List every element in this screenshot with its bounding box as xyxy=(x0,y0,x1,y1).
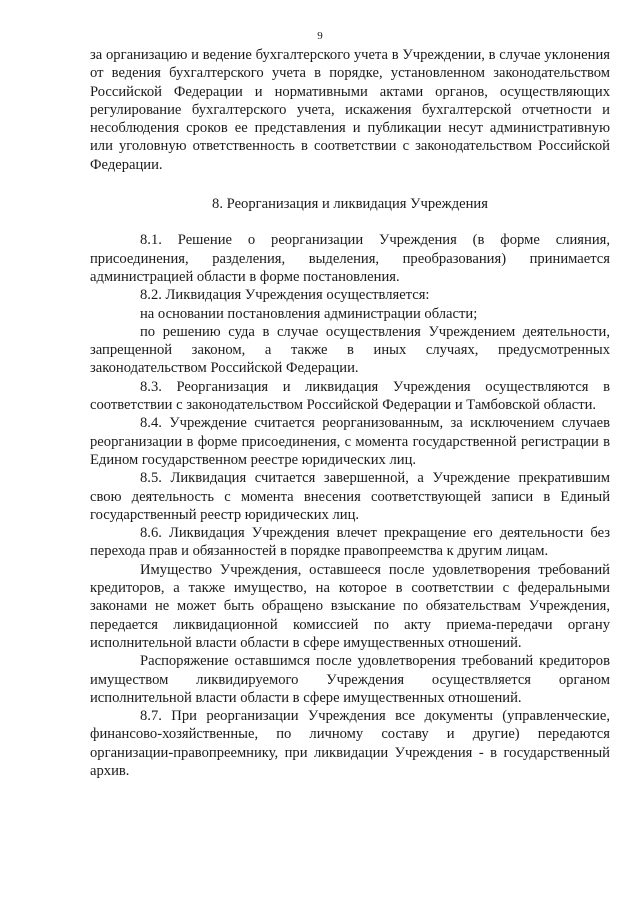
paragraph-8-6-property: Имущество Учреждения, оставшееся после удовлетворения требований кредиторов, а также имущество, на которое в соответствии с федеральными законами не может быть обращено взыскание по обязательствам Учреждения, передается ликвидационной комиссией по акту приема-передачи органу исполнительной власти области в сфере имущественных отношений. xyxy=(90,561,610,651)
paragraph-8-2-item-2: по решению суда в случае осуществления Учреждением деятельности, запрещенной законом, а также в иных случаях, предусмотренных законодательством Российской Федерации. xyxy=(90,323,610,377)
section-heading: 8. Реорганизация и ликвидация Учреждения xyxy=(212,196,488,213)
paragraph-8-1: 8.1. Решение о реорганизации Учреждения (в форме слияния, присоединения, разделения, выделения, преобразования) принимается администрацией области в форме постановления. xyxy=(90,232,610,285)
document-body xyxy=(90,46,610,780)
paragraph-8-5: 8.5. Ликвидация считается завершенной, а Учреждение прекратившим свою деятельность с момента внесения соответствующей записи в Единый государственный реестр юридических лиц. xyxy=(90,470,610,523)
paragraph-8-3: 8.3. Реорганизация и ликвидация Учреждения осуществляются в соответствии с законодательством Российской Федерации и Тамбовской области. xyxy=(90,378,610,414)
paragraph-8-4: 8.4. Учреждение считается реорганизованным, за исключением случаев реорганизации в форме присоединения, с момента государственной регистрации в Едином государственном реестре юридических лиц. xyxy=(90,415,610,468)
page-number: 9 xyxy=(317,30,323,42)
paragraph-8-7: 8.7. При реорганизации Учреждения все документы (управленческие, финансово-хозяйственные, по личному составу и другие) передаются организации-правопреемнику, при ликвидации Учреждения - в государственный архив. xyxy=(90,708,610,779)
intro-paragraph: за организацию и ведение бухгалтерского учета в Учреждении, в случае уклонения от ведения бухгалтерского учета в порядке, установленном законодательством Российской Федерации и нормативными актами органов, осуществляющих регулирование бухгалтерского учета, искажения бухгалтерской отчетности и несоблюдения сроков ее представления и публикации несут административную или уголовную ответственность в соответствии с законодательством Российской Федерации. xyxy=(90,47,610,173)
paragraph-8-6: 8.6. Ликвидация Учреждения влечет прекращение его деятельности без перехода прав и обязанностей в порядке правопреемства к другим лицам. xyxy=(90,525,610,560)
paragraph-8-2: 8.2. Ликвидация Учреждения осуществляется: xyxy=(140,287,430,304)
paragraph-8-6-disposal: Распоряжение оставшимся после удовлетворения требований кредиторов имуществом ликвидируемого Учреждения осуществляется органом исполнительной власти области в сфере имущественных отношений. xyxy=(90,653,610,706)
paragraph-8-2-item-1: на основании постановления администрации области; xyxy=(140,305,478,322)
